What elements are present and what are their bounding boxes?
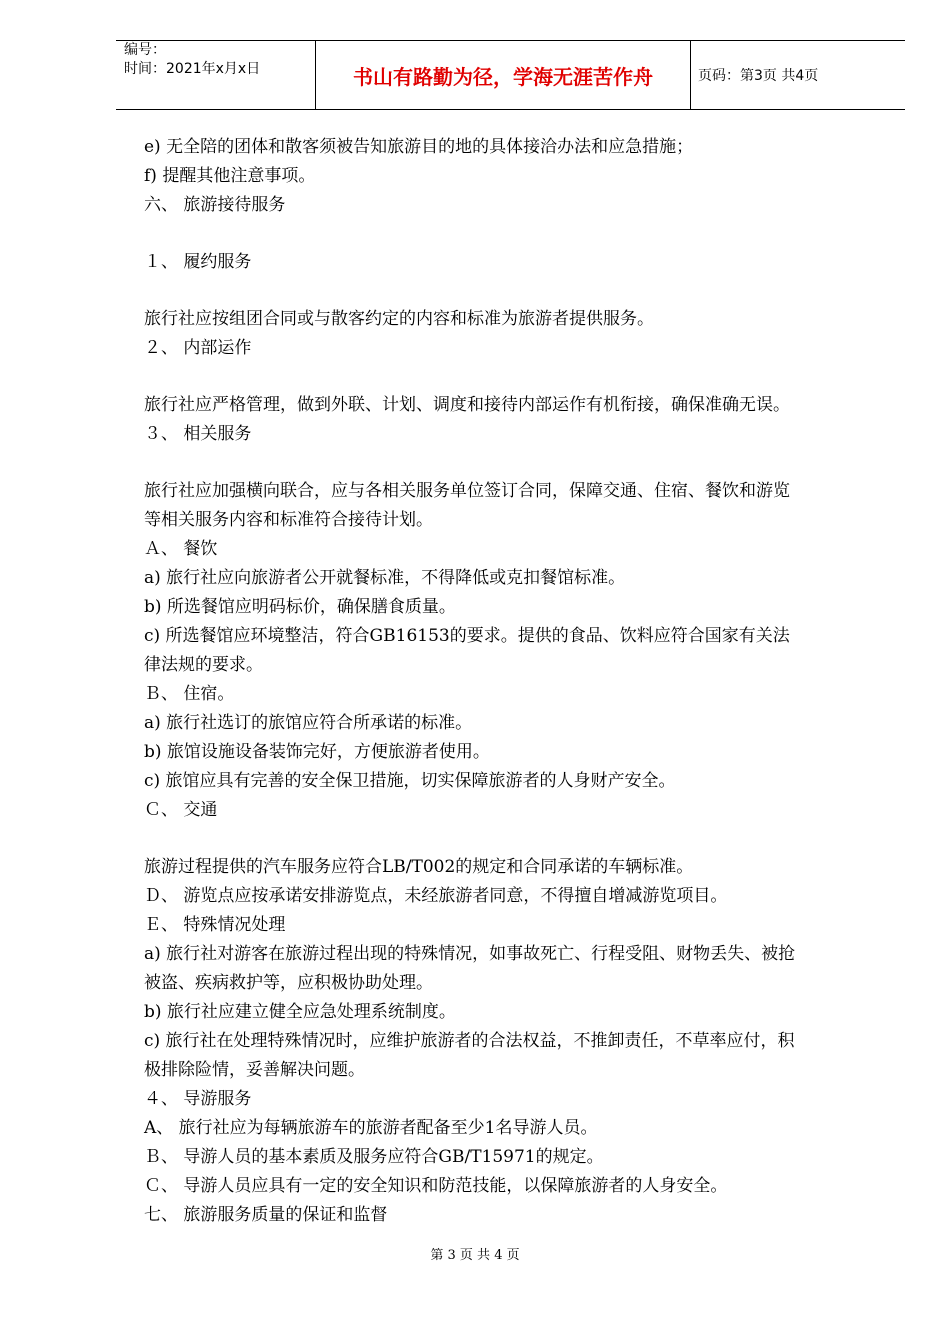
subsection-heading: ４、 导游服务 xyxy=(144,1089,252,1109)
body-line: b) 旅馆设施设备装饰完好，方便旅游者使用。 xyxy=(144,742,490,762)
body-line: 旅行社应加强横向联合，应与各相关服务单位签订合同，保障交通、住宿、餐饮和游览 xyxy=(144,481,790,501)
item-heading: Ｄ、 游览点应按承诺安排游览点，未经旅游者同意，不得擅自增减游览项目。 xyxy=(144,886,728,906)
body-line: 等相关服务内容和标准符合接待计划。 xyxy=(144,510,433,530)
body-line: 旅游过程提供的汽车服务应符合LB/T002的规定和合同承诺的车辆标准。 xyxy=(144,857,694,877)
subsection-heading: ２、 内部运作 xyxy=(144,338,252,358)
body-line: 旅行社应严格管理，做到外联、计划、调度和接待内部运作有机衔接，确保准确无误。 xyxy=(144,395,790,415)
subsection-heading: １、 履约服务 xyxy=(144,252,252,272)
document-body xyxy=(144,133,872,1230)
body-line: 被盗、疾病救护等，应积极协助处理。 xyxy=(144,973,433,993)
page-footer: 第 3 页 共 4 页 xyxy=(430,1248,520,1263)
body-line: A、 旅行社应为每辆旅游车的旅游者配备至少1名导游人员。 xyxy=(144,1118,598,1138)
body-line: c) 旅行社在处理特殊情况时，应维护旅游者的合法权益，不推卸责任，不草率应付，积 xyxy=(144,1031,795,1051)
body-line: Ｂ、 导游人员的基本素质及服务应符合GB/T15971的规定。 xyxy=(144,1147,604,1167)
item-heading: Ａ、 餐饮 xyxy=(144,539,218,559)
blank-line xyxy=(144,449,872,477)
blank-line xyxy=(144,825,872,853)
header-motto: 书山有路勤为径，学海无涯苦作舟 xyxy=(315,41,691,109)
body-line: a) 旅行社选订的旅馆应符合所承诺的标准。 xyxy=(144,713,473,733)
header-page-label: 页码：第3页 共4页 xyxy=(698,68,819,84)
body-line: b) 旅行社应建立健全应急处理系统制度。 xyxy=(144,1002,456,1022)
body-line: f) 提醒其他注意事项。 xyxy=(144,166,316,186)
item-heading: Ｂ、 住宿。 xyxy=(144,684,235,704)
document-number-label: 编号： xyxy=(124,42,166,58)
page-header xyxy=(116,40,905,110)
blank-line xyxy=(144,220,872,248)
body-line: 旅行社应按组团合同或与散客约定的内容和标准为旅游者提供服务。 xyxy=(144,309,654,329)
document-time-label: 时间：2021年x月x日 xyxy=(124,61,261,77)
section-heading: 七、 旅游服务质量的保证和监督 xyxy=(144,1205,388,1225)
subsection-heading: ３、 相关服务 xyxy=(144,424,252,444)
body-line: c) 旅馆应具有完善的安全保卫措施，切实保障旅游者的人身财产安全。 xyxy=(144,771,676,791)
header-info xyxy=(116,41,314,109)
body-line: e) 无全陪的团体和散客须被告知旅游目的地的具体接洽办法和应急措施； xyxy=(144,137,694,157)
body-line: 律法规的要求。 xyxy=(144,655,263,675)
section-heading: 六、 旅游接待服务 xyxy=(144,195,286,215)
body-line: a) 旅行社应向旅游者公开就餐标准，不得降低或克扣餐馆标准。 xyxy=(144,568,626,588)
body-line: b) 所选餐馆应明码标价，确保膳食质量。 xyxy=(144,597,456,617)
blank-line xyxy=(144,277,872,305)
item-heading: Ｃ、 交通 xyxy=(144,800,218,820)
body-line: c) 所选餐馆应环境整洁，符合GB16153的要求。提供的食品、饮料应符合国家有关法 xyxy=(144,626,790,646)
item-heading: Ｅ、 特殊情况处理 xyxy=(144,915,286,935)
body-line: a) 旅行社对游客在旅游过程出现的特殊情况，如事故死亡、行程受阻、财物丢失、被抢 xyxy=(144,944,796,964)
blank-line xyxy=(144,363,872,391)
body-line: Ｃ、 导游人员应具有一定的安全知识和防范技能，以保障旅游者的人身安全。 xyxy=(144,1176,728,1196)
body-line: 极排除险情，妥善解决问题。 xyxy=(144,1060,365,1080)
